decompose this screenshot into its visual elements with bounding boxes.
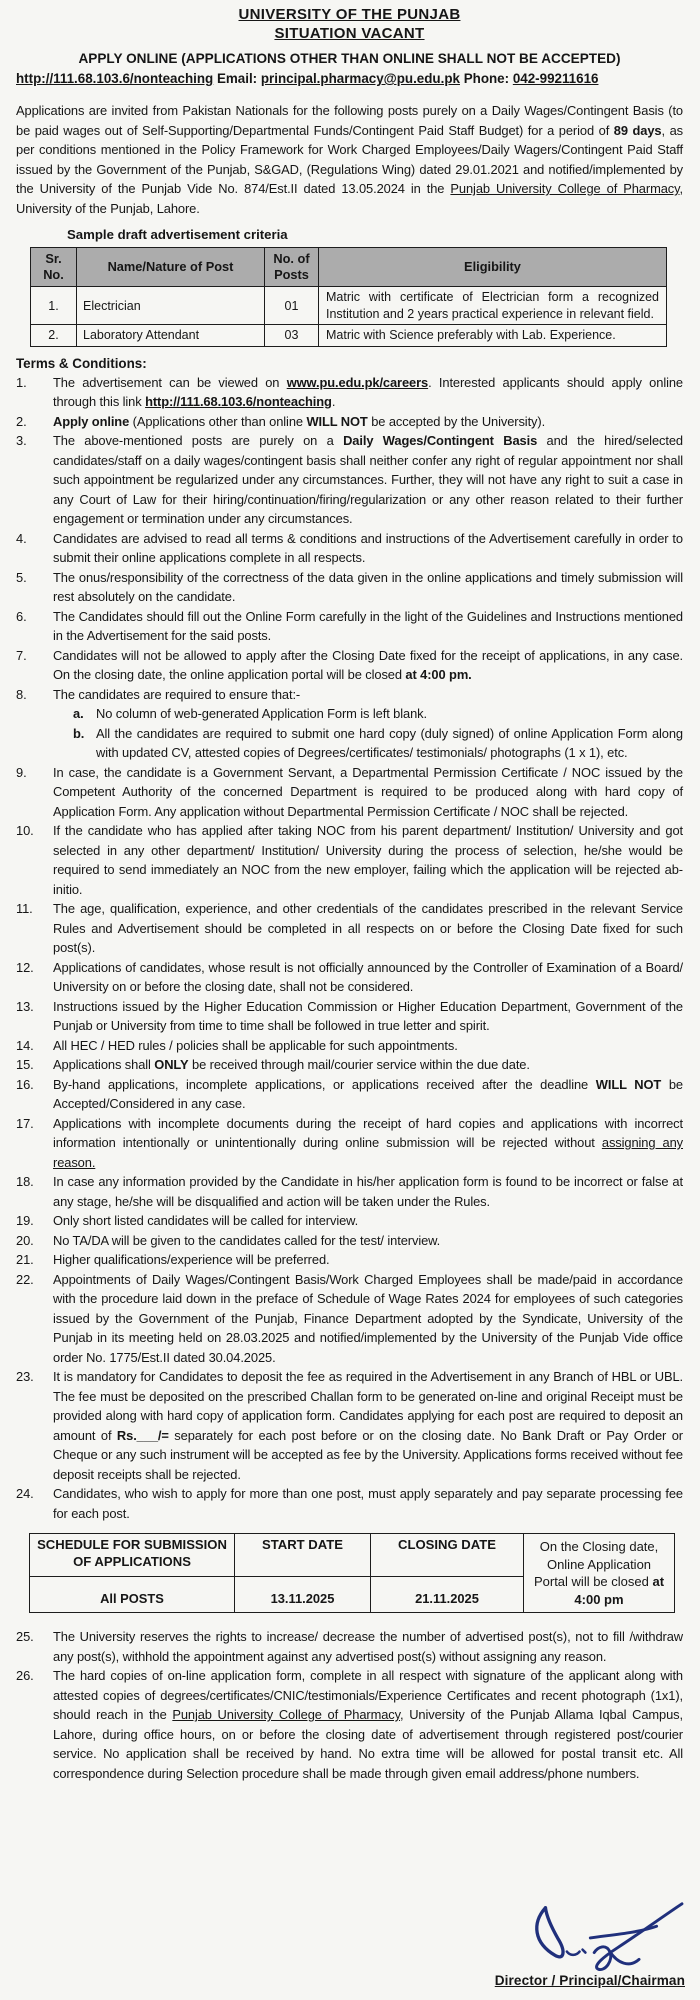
- term-number: 15.: [16, 1057, 34, 1072]
- text-segment: be Accepted/Considered in any case.: [53, 1076, 683, 1111]
- term-number: 7.: [16, 647, 27, 663]
- term-text: [53, 1231, 683, 1251]
- criteria-heading: Sample draft advertisement criteria: [67, 227, 288, 242]
- intro-paragraph: [16, 101, 683, 218]
- term-text: [53, 685, 683, 705]
- term-text: [53, 1666, 683, 1783]
- term-number: 2.: [16, 413, 27, 429]
- term-number: 16.: [16, 1076, 34, 1092]
- term-text: [53, 821, 683, 899]
- criteria-cell-post: Electrician: [77, 287, 265, 325]
- text-segment: The above-mentioned posts are purely on a: [53, 433, 344, 448]
- term-number: 21.: [16, 1252, 34, 1267]
- term-text: [53, 1270, 683, 1368]
- term-item: [16, 1270, 683, 1368]
- text-segment: WILL NOT: [595, 1076, 662, 1092]
- term-item: [16, 685, 683, 705]
- text-segment: assigning any reason.: [53, 1135, 684, 1170]
- text-segment: (Applications other than online: [129, 413, 307, 429]
- director-signoff-title: Director / Principal/Chairman: [494, 1973, 685, 1988]
- term-number: 6.: [16, 608, 27, 624]
- email-label: Email:: [216, 71, 258, 86]
- term-text: [53, 763, 683, 822]
- term-item: [16, 1211, 683, 1231]
- text-segment: be received through mail/courier service within the due date.: [188, 1057, 530, 1072]
- schedule-all-posts: All POSTS: [30, 1576, 235, 1612]
- term-item: [16, 1036, 683, 1056]
- schedule-col-submission: SCHEDULE FOR SUBMISSION OF APPLICATIONS: [30, 1534, 235, 1577]
- text-segment: Higher qualifications/experience will be preferred.: [53, 1252, 330, 1267]
- term-item: [16, 958, 683, 997]
- term-text: [53, 529, 683, 568]
- term-number: 23.: [16, 1369, 34, 1384]
- term-text: [53, 1172, 683, 1211]
- term-text: [53, 1367, 683, 1484]
- terms-list-continued: [16, 1627, 683, 1783]
- text-segment: Apply online: [53, 413, 130, 429]
- text-segment: at 4:00 pm.: [405, 667, 472, 682]
- term-sub-item: [16, 724, 683, 763]
- situation-vacant-title: SITUATION VACANT: [274, 24, 425, 42]
- term-text: [53, 1114, 683, 1173]
- term-number: 3.: [16, 433, 27, 448]
- term-text: [53, 899, 683, 958]
- term-number: 8.: [16, 686, 27, 702]
- term-item: [16, 529, 683, 568]
- term-text: [53, 1484, 683, 1523]
- term-item: [16, 412, 683, 432]
- text-segment: WILL NOT: [306, 413, 368, 429]
- text-segment: All HEC / HED rules / policies shall be applicable for such appointments.: [53, 1037, 458, 1053]
- term-text: [53, 607, 683, 646]
- term-item: [16, 1055, 683, 1075]
- text-segment: Daily Wages/Contingent Basis: [343, 433, 538, 448]
- term-text: [53, 568, 683, 607]
- text-segment: at 4:00 pm: [574, 1574, 665, 1607]
- term-number: 18.: [16, 1174, 34, 1189]
- term-text: [53, 1250, 683, 1270]
- criteria-cell-elig: Matric with certificate of Electrician form a recognized Institution and 2 years practical experience in relevant field.: [319, 287, 667, 325]
- page-subtitle: [16, 25, 683, 44]
- term-number: 22.: [16, 1271, 34, 1287]
- text-segment: ONLY: [154, 1057, 189, 1072]
- text-segment: No TA/DA will be given to the candidates called for the test/ interview.: [53, 1232, 441, 1248]
- term-item: [16, 763, 683, 822]
- text-segment: http://111.68.103.6/nonteaching: [145, 394, 332, 409]
- term-item: [16, 568, 683, 607]
- text-segment: www.pu.edu.pk/careers: [286, 374, 429, 390]
- term-item: [16, 431, 683, 529]
- text-segment: It is mandatory for Candidates to deposit the fee as required in the Advertisement in any Branch of HBL or UBL. The fee must be deposited on the prescribed Challan form to be generated on-line and original Receipt must be provided along with hard copy of application form. Candidates applying for each post are required to deposit an amount of: [53, 1369, 683, 1443]
- col-header-eligibility: Eligibility: [319, 248, 667, 287]
- term-text: [53, 1075, 683, 1114]
- text-segment: On the Closing date, Online Application Portal will be closed: [533, 1539, 659, 1589]
- term-number: 10.: [16, 823, 34, 838]
- criteria-cell-sr: 1.: [31, 287, 77, 325]
- term-number: 12.: [16, 959, 34, 975]
- criteria-cell-post: Laboratory Attendant: [77, 325, 265, 347]
- criteria-table: [30, 247, 667, 347]
- term-text: [53, 412, 683, 432]
- schedule-col-closing-date: CLOSING DATE: [371, 1534, 524, 1577]
- term-number: 14.: [16, 1037, 34, 1053]
- term-item: [16, 1231, 683, 1251]
- term-number: 4.: [16, 530, 27, 546]
- text-segment: Applications with incomplete documents during the receipt of hard copies and applications with incorrect information intentionally or unintentionally during online submission will be rejected without: [53, 1115, 683, 1150]
- term-text: [53, 997, 683, 1036]
- criteria-row: [31, 325, 667, 347]
- schedule-start-date-value: 13.11.2025: [235, 1576, 371, 1612]
- text-segment: Candidates, who wish to apply for more than one post, must apply separately and pay separate processing fee for each post.: [53, 1486, 683, 1521]
- term-text: [53, 1627, 683, 1666]
- term-text: [53, 431, 683, 529]
- term-number: 13.: [16, 998, 34, 1014]
- term-sub-text: [96, 724, 683, 763]
- term-text: [53, 646, 683, 685]
- signature-block: [506, 1896, 698, 1974]
- university-title: UNIVERSITY OF THE PUNJAB: [238, 6, 461, 23]
- term-number: 20.: [16, 1232, 34, 1248]
- email-link[interactable]: principal.pharmacy@pu.edu.pk: [260, 71, 460, 86]
- term-number: 26.: [16, 1668, 34, 1683]
- term-number: 24.: [16, 1486, 34, 1501]
- text-segment: , University of the Punjab Allama Iqbal Campus, Lahore, during office hours, on or before the closing date of advertisement through registered post/courier service. No application shall be received by hand. No extra time will be allowed for postal transit etc. All correspondence during Selection procedure shall be made through given email address/phone numbers.: [53, 1707, 684, 1781]
- text-segment: The hard copies of on-line application form, complete in all respect with signature of the applicant along with attested copies of degrees/certificates/CNIC/testimonials/Experience Certificates and recent photograph (1x1), should reach in the: [53, 1668, 683, 1722]
- col-header-sr-no: Sr. No.: [31, 248, 77, 287]
- term-number: 25.: [16, 1629, 34, 1644]
- text-segment: No column of web-generated Application Form is left blank.: [96, 706, 427, 721]
- text-segment: Instructions issued by the Higher Education Commission or Higher Education Department, Government of the Punjab or University from time to time shall be followed in true letter and spirit.: [53, 998, 683, 1033]
- handwritten-signature-icon: [506, 1896, 698, 1974]
- text-segment: Applications are invited from Pakistan Nationals for the following posts purely on a Daily Wages/Contingent Basis (to be paid wages out of Self-Supporting/Departmental Funds/Contingent Paid Staff Budget) for a period of: [16, 103, 683, 138]
- term-number: 5.: [16, 569, 27, 585]
- text-segment: Punjab University College of Pharmacy: [450, 181, 680, 196]
- term-item: [16, 1250, 683, 1270]
- text-segment: and the hired/selected candidates/staff on a daily wages/contingent basis shall neither confer any right of regular appointment nor shall such appointment be regularized under any circumstances. Further, they will not have any right to suit a case in any Court of Law for their hiring/continuation/firing/regularization or any other reason related to their further engagement or termination under any circumstances.: [53, 433, 683, 526]
- schedule-table: [29, 1533, 675, 1613]
- text-segment: .: [331, 394, 336, 409]
- criteria-cell-elig: Matric with Science preferably with Lab. Experience.: [319, 325, 667, 347]
- text-segment: Punjab University College of Pharmacy: [172, 1707, 401, 1722]
- col-header-post: Name/Nature of Post: [77, 248, 265, 287]
- term-item: [16, 899, 683, 958]
- term-item: [16, 1367, 683, 1484]
- text-segment: , as per conditions mentioned in the Policy Framework for Work Charged Employees/Daily Wagers/Contingent Paid Staff issued by the Government of the Punjab, S&GAD, (Regulations Wing) dated 29.01.2021 and notified/implemented by the University of the Punjab Vide No. 874/Est.II dated 13.05.2024 in the: [16, 122, 683, 196]
- contact-line: [16, 69, 683, 89]
- term-number: 9.: [16, 764, 27, 780]
- text-segment: The onus/responsibility of the correctness of the data given in the online applications and timely submission will rest absolutely on the candidate.: [53, 569, 683, 604]
- term-item: [16, 646, 683, 685]
- term-text: [53, 1055, 683, 1075]
- text-segment: In case, the candidate is a Government Servant, a Departmental Permission Certificate / NOC issued by the Competent Authority of the concerned Department is required to be produced along with hard copy of Application Form. Any application without Departmental Permission Certificate / NOC shall be rejected.: [53, 764, 683, 819]
- text-segment: All the candidates are required to submit one hard copy (duly signed) of online Application Form along with updated CV, attested copies of Degrees/certificates/ testimonials/ photographs (1 x 1), etc.: [96, 725, 683, 760]
- text-segment: Applications of candidates, whose result is not officially announced by the Controller of Examination of a Board/ University on or before the closing date, shall not be considered.: [53, 959, 683, 994]
- schedule-header-row: [30, 1534, 675, 1577]
- term-number: 11.: [16, 901, 33, 916]
- text-segment: Candidates will not be allowed to apply after the Closing Date fixed for the receipt of applications, in any case. On the closing date, the online application portal will be closed: [53, 647, 683, 682]
- apply-online-heading: APPLY ONLINE (APPLICATIONS OTHER THAN ONLINE SHALL NOT BE ACCEPTED): [78, 51, 621, 66]
- criteria-header-row: [31, 248, 667, 287]
- text-segment: In case any information provided by the Candidate in his/her application form is found to be incorrect or false at any stage, he/she will be disqualified and action will be taken under the Rules.: [53, 1174, 683, 1209]
- term-item: [16, 607, 683, 646]
- term-text: [53, 958, 683, 997]
- term-item: [16, 821, 683, 899]
- text-segment: . Interested applicants should apply online through this link: [53, 374, 683, 409]
- text-segment: The candidates are required to ensure that:-: [53, 686, 301, 702]
- term-item: [16, 1666, 683, 1783]
- criteria-cell-count: 01: [265, 287, 319, 325]
- term-sub-item: [16, 704, 683, 724]
- term-number: 17.: [16, 1115, 34, 1131]
- term-item: [16, 1627, 683, 1666]
- text-segment: The advertisement can be viewed on: [53, 374, 287, 390]
- term-item: [16, 1114, 683, 1173]
- text-segment: Only short listed candidates will be called for interview.: [53, 1213, 359, 1228]
- phone-number: 042-99211616: [512, 71, 599, 86]
- terms-list: [16, 373, 683, 1524]
- text-segment: The Candidates should fill out the Online Form carefully in the light of the Guidelines and Instructions mentioned in the Advertisement for the said posts.: [53, 608, 683, 643]
- criteria-cell-count: 03: [265, 325, 319, 347]
- term-text: [53, 373, 683, 412]
- term-sub-number: b.: [73, 725, 85, 741]
- text-segment: Applications shall: [53, 1057, 155, 1072]
- col-header-count: No. of Posts: [265, 248, 319, 287]
- term-number: 1.: [16, 374, 27, 390]
- text-segment: Rs.___/=: [116, 1427, 169, 1443]
- term-number: 19.: [16, 1213, 34, 1228]
- text-segment: The age, qualification, experience, and other credentials of the candidates prescribed in the relevant Service Rules and Advertisement should be completed in all respects on or before the Closing Date fixed for such post(s).: [53, 901, 683, 955]
- text-segment: The University reserves the rights to increase/ decrease the number of advertised post(s), not to fill /withdraw any post(s), withhold the appointment against any advertised post(s) without assigning any reason.: [53, 1629, 683, 1664]
- schedule-closing-date-value: 21.11.2025: [371, 1576, 524, 1612]
- text-segment: If the candidate who has applied after taking NOC from his parent department/ Institution/ University and got selected in any other department/ Institution/ University during the process of selection, he/she would be required to send immediately an NOC from the new employer, failing which the application will be rejected ab-initio.: [53, 823, 683, 897]
- text-segment: By-hand applications, incomplete applications, or applications received after the deadline: [53, 1076, 596, 1092]
- term-text: [53, 1211, 683, 1231]
- term-text: [53, 1036, 683, 1056]
- term-item: [16, 1075, 683, 1114]
- text-segment: be accepted by the University).: [367, 413, 546, 429]
- phone-label: Phone:: [463, 71, 510, 86]
- term-item: [16, 373, 683, 412]
- term-item: [16, 997, 683, 1036]
- term-item: [16, 1172, 683, 1211]
- text-segment: separately for each post before or on the closing date. No Bank Draft or Pay Order or Cheque or any such instrument will be accepted as fee by the University. Applications forms received without fee deposit receipts shall be rejected.: [53, 1427, 683, 1482]
- text-segment: Candidates are advised to read all terms & conditions and instructions of the Advertisement carefully in order to submit their online applications complete in all respects.: [53, 530, 683, 565]
- terms-heading: Terms & Conditions:: [16, 355, 147, 371]
- text-segment: , University of the Punjab, Lahore.: [16, 181, 683, 216]
- apply-url-link[interactable]: http://111.68.103.6/nonteaching: [16, 71, 214, 86]
- term-sub-text: [96, 704, 683, 724]
- text-segment: Appointments of Daily Wages/Contingent Basis/Work Charged Employees shall be made/paid in accordance with the procedure laid down in the preface of Schedule of Wage Rates 2024 for employees of such categories issued by the Government of the Punjab, Finance Department adopted by the Syndicate, University of the Punjab in its meeting held on 28.03.2025 and notified/implemented by the University of the Punjab Vide office order No. 1775/Est.II dated 30.04.2025.: [53, 1271, 683, 1365]
- schedule-portal-note: [524, 1534, 675, 1613]
- schedule-col-start-date: START DATE: [235, 1534, 371, 1577]
- text-segment: 89 days: [613, 122, 662, 138]
- criteria-cell-sr: 2.: [31, 325, 77, 347]
- page-title: [16, 6, 683, 25]
- term-sub-number: a.: [73, 706, 84, 721]
- criteria-row: [31, 287, 667, 325]
- term-item: [16, 1484, 683, 1523]
